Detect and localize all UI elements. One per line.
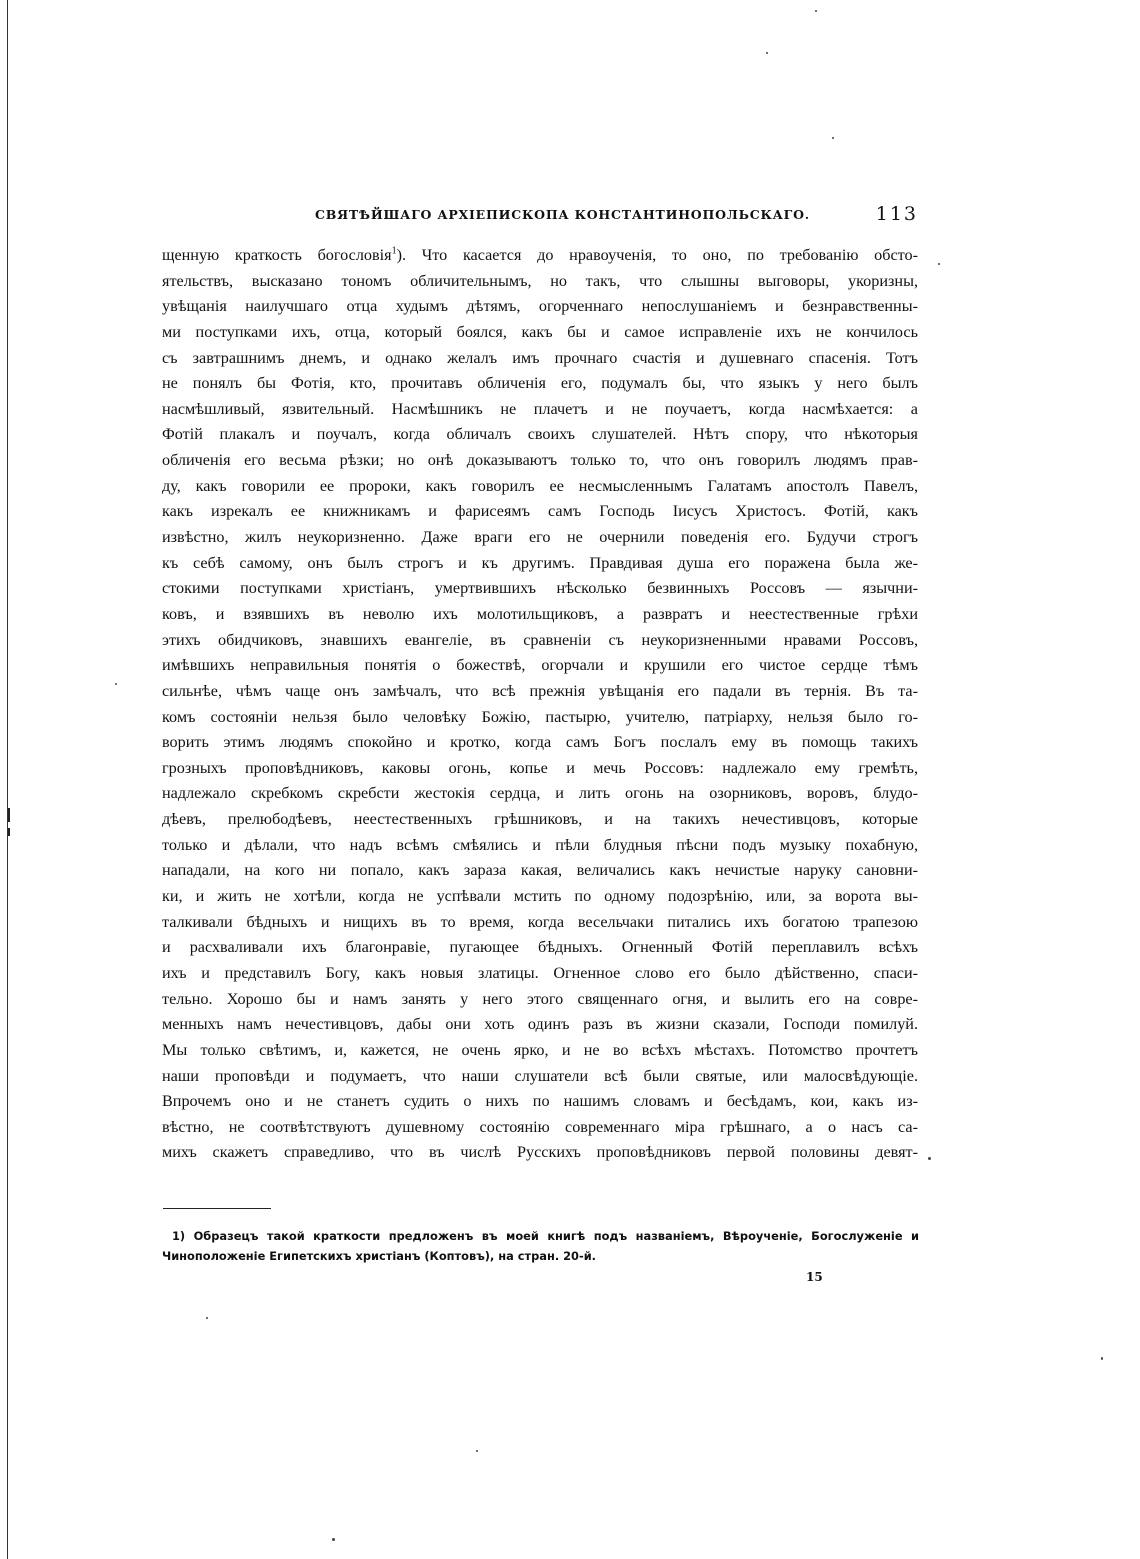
scan-speck — [8, 808, 10, 822]
body-line: къ себѣ самому, онъ былъ строгъ и къ другимъ. Правдивая душа его поражена была же- — [162, 553, 918, 572]
body-line: Фотій плакалъ и поучалъ, когда обличалъ своихъ слушателей. Нѣтъ спору, что нѣкоторыя — [162, 425, 918, 444]
footnote-line: 1) Образецъ такой краткости предложенъ въ моей книгѣ подъ названіемъ, Вѣроученіе, Богослуженіе и — [172, 1229, 919, 1243]
page-edge-rule — [7, 0, 8, 1559]
body-line: стокими поступками христіанъ, умертвившихъ нѣсколько безвинныхъ Россовъ — язычни- — [162, 579, 918, 598]
body-line: ворить этимъ людямъ спокойно и кротко, когда самъ Богъ послалъ ему въ помощь такихъ — [162, 733, 918, 752]
body-line: какъ изрекалъ ее книжникамъ и фарисеямъ самъ Господь Іисусъ Христосъ. Фотій, какъ — [162, 502, 918, 521]
scan-speck — [332, 1538, 335, 1541]
scan-speck — [1101, 1357, 1103, 1360]
body-line: только и дѣлали, что надъ всѣмъ смѣялись и пѣли блудныя пѣсни подъ музыку похабную, — [162, 835, 918, 854]
body-line — [162, 243, 918, 269]
body-line: извѣстно, жилъ неукоризненно. Даже враги его не очернили поведенія его. Будучи строгъ — [162, 528, 918, 547]
signature-mark: 15 — [806, 1270, 823, 1284]
body-line: надлежало скребкомъ скребсти жестокія сердца, и лить огонь на озорниковъ, воровъ, блудо- — [162, 784, 918, 803]
body-line: менныхъ намъ нечестивцовъ, дабы они хоть одинъ разъ въ жизни сказали, Господи помилуй. — [162, 1015, 918, 1034]
scan-speck — [8, 828, 10, 836]
body-line: ихъ и представилъ Богу, какъ новыя златицы. Огненное слово его было дѣйственно, спаси- — [162, 963, 918, 982]
body-line: съ завтрашнимъ днемъ, и однако желалъ имъ прочнаго счастія и душевнаго спасенія. Тотъ — [162, 348, 918, 367]
body-line: Мы только свѣтимъ, и, кажется, не очень ярко, и не во всѣхъ мѣстахъ. Потомство прочтетъ — [162, 1040, 918, 1059]
body-line-rest: ). Что касается до нравоученія, то оно, по требованію обсто- — [396, 246, 918, 264]
body-line: не понялъ бы Фотія, кто, прочитавъ обличенія его, подумалъ бы, что языкъ у него былъ — [162, 374, 918, 393]
body-line: ми поступками ихъ, отца, который боялся, какъ бы и самое исправленіе ихъ не кончилось — [162, 322, 918, 341]
body-line: тельно. Хорошо бы и намъ занять у него этого священнаго огня, и вылить его на совре- — [162, 989, 918, 1008]
body-line: вѣстно, не соотвѣтствуютъ душевному состоянію современнаго міра грѣшнаго, а о насъ са- — [162, 1117, 918, 1136]
footnote-line: Чиноположеніе Египетскихъ христіанъ (Коптовъ), на стран. 20-й. — [162, 1249, 597, 1263]
body-line: обличенія его весьма рѣзки; но онѣ доказываютъ только то, что онъ говорилъ людямъ прав- — [162, 451, 918, 470]
footnote-divider — [163, 1208, 271, 1209]
body-line: этихъ обидчиковъ, знавшихъ евангеліе, въ сравненіи съ неукоризненными нравами Россовъ, — [162, 630, 918, 649]
body-line: Впрочемъ оно и не станетъ судить о нихъ по нашимъ словамъ и бесѣдамъ, кои, какъ из- — [162, 1092, 918, 1111]
scan-speck — [766, 52, 768, 54]
body-line: сильнѣе, чѣмъ чаще онъ замѣчалъ, что всѣ прежнія увѣщанія его падали въ тернія. Въ та- — [162, 681, 918, 700]
body-text — [162, 243, 918, 1166]
body-line: увѣщанія наилучшаго отца худымъ дѣтямъ, огорченнаго непослушаніемъ и безнравственны- — [162, 297, 918, 316]
scan-speck — [815, 10, 817, 12]
body-line: имѣвшихъ неправильныя понятія о божествѣ, огорчали и крушили его чистое сердце тѣмъ — [162, 656, 918, 675]
body-line: ду, какъ говорили ее пророки, какъ говорилъ ее несмысленнымъ Галатамъ апостолъ Павелъ, — [162, 476, 918, 495]
scan-speck — [928, 1157, 931, 1160]
body-line: и расхваливали ихъ благонравіе, пугающее бѣдныхъ. Огненный Фотій переплавилъ всѣхъ — [162, 938, 918, 957]
body-line: нападали, на кого ни попало, какъ зараза какая, величались какъ нечистые наруку сановни- — [162, 861, 918, 880]
body-line: наши проповѣди и подумаетъ, что наши слушатели всѣ были святые, или малосвѣдующіе. — [162, 1066, 918, 1085]
page-header — [160, 205, 920, 229]
body-line-start: щенную краткость богословія — [162, 246, 392, 264]
body-line: грозныхъ проповѣдниковъ, каковы огонь, копье и мечь Россовъ: надлежало ему гремѣть, — [162, 758, 918, 777]
body-line: михъ скажетъ справедливо, что въ числѣ Русскихъ проповѣдниковъ первой половины девят- — [162, 1143, 918, 1162]
scan-speck — [832, 137, 834, 139]
running-head: СВЯТѢЙШАГО АРХІЕПИСКОПА КОНСТАНТИНОПОЛЬСКАГО. — [315, 207, 810, 222]
body-line: ятельствъ, высказано тономъ обличительнымъ, но такъ, что слышны выговоры, укоризны, — [162, 271, 918, 290]
body-line: дѣевъ, прелюбодѣевъ, неестественныхъ грѣшниковъ, и на такихъ нечестивцовъ, которые — [162, 810, 918, 829]
scan-speck — [115, 683, 117, 685]
page-number: 113 — [875, 203, 918, 225]
footnote-ref: 1 — [391, 245, 397, 257]
body-line: ковъ, и взявшихъ въ неволю ихъ молотильщиковъ, а развратъ и неестественные грѣхи — [162, 604, 918, 623]
scan-speck — [206, 1317, 208, 1319]
scan-speck — [476, 1450, 478, 1452]
body-line: талкивали бѣдныхъ и нищихъ въ то время, когда весельчаки питались ихъ богатою трапезою — [162, 912, 918, 931]
body-line: насмѣшливый, язвительный. Насмѣшникъ не плачетъ и не поучаетъ, когда насмѣхается: а — [162, 399, 918, 418]
body-line: ки, и жить не хотѣли, когда не успѣвали мстить по одному подозрѣнію, или, за ворота вы- — [162, 887, 918, 906]
footnote — [162, 1226, 919, 1266]
scan-speck — [938, 263, 940, 265]
body-line: комъ состояніи нельзя было человѣку Божію, пастырю, учителю, патріарху, нельзя было го- — [162, 707, 918, 726]
